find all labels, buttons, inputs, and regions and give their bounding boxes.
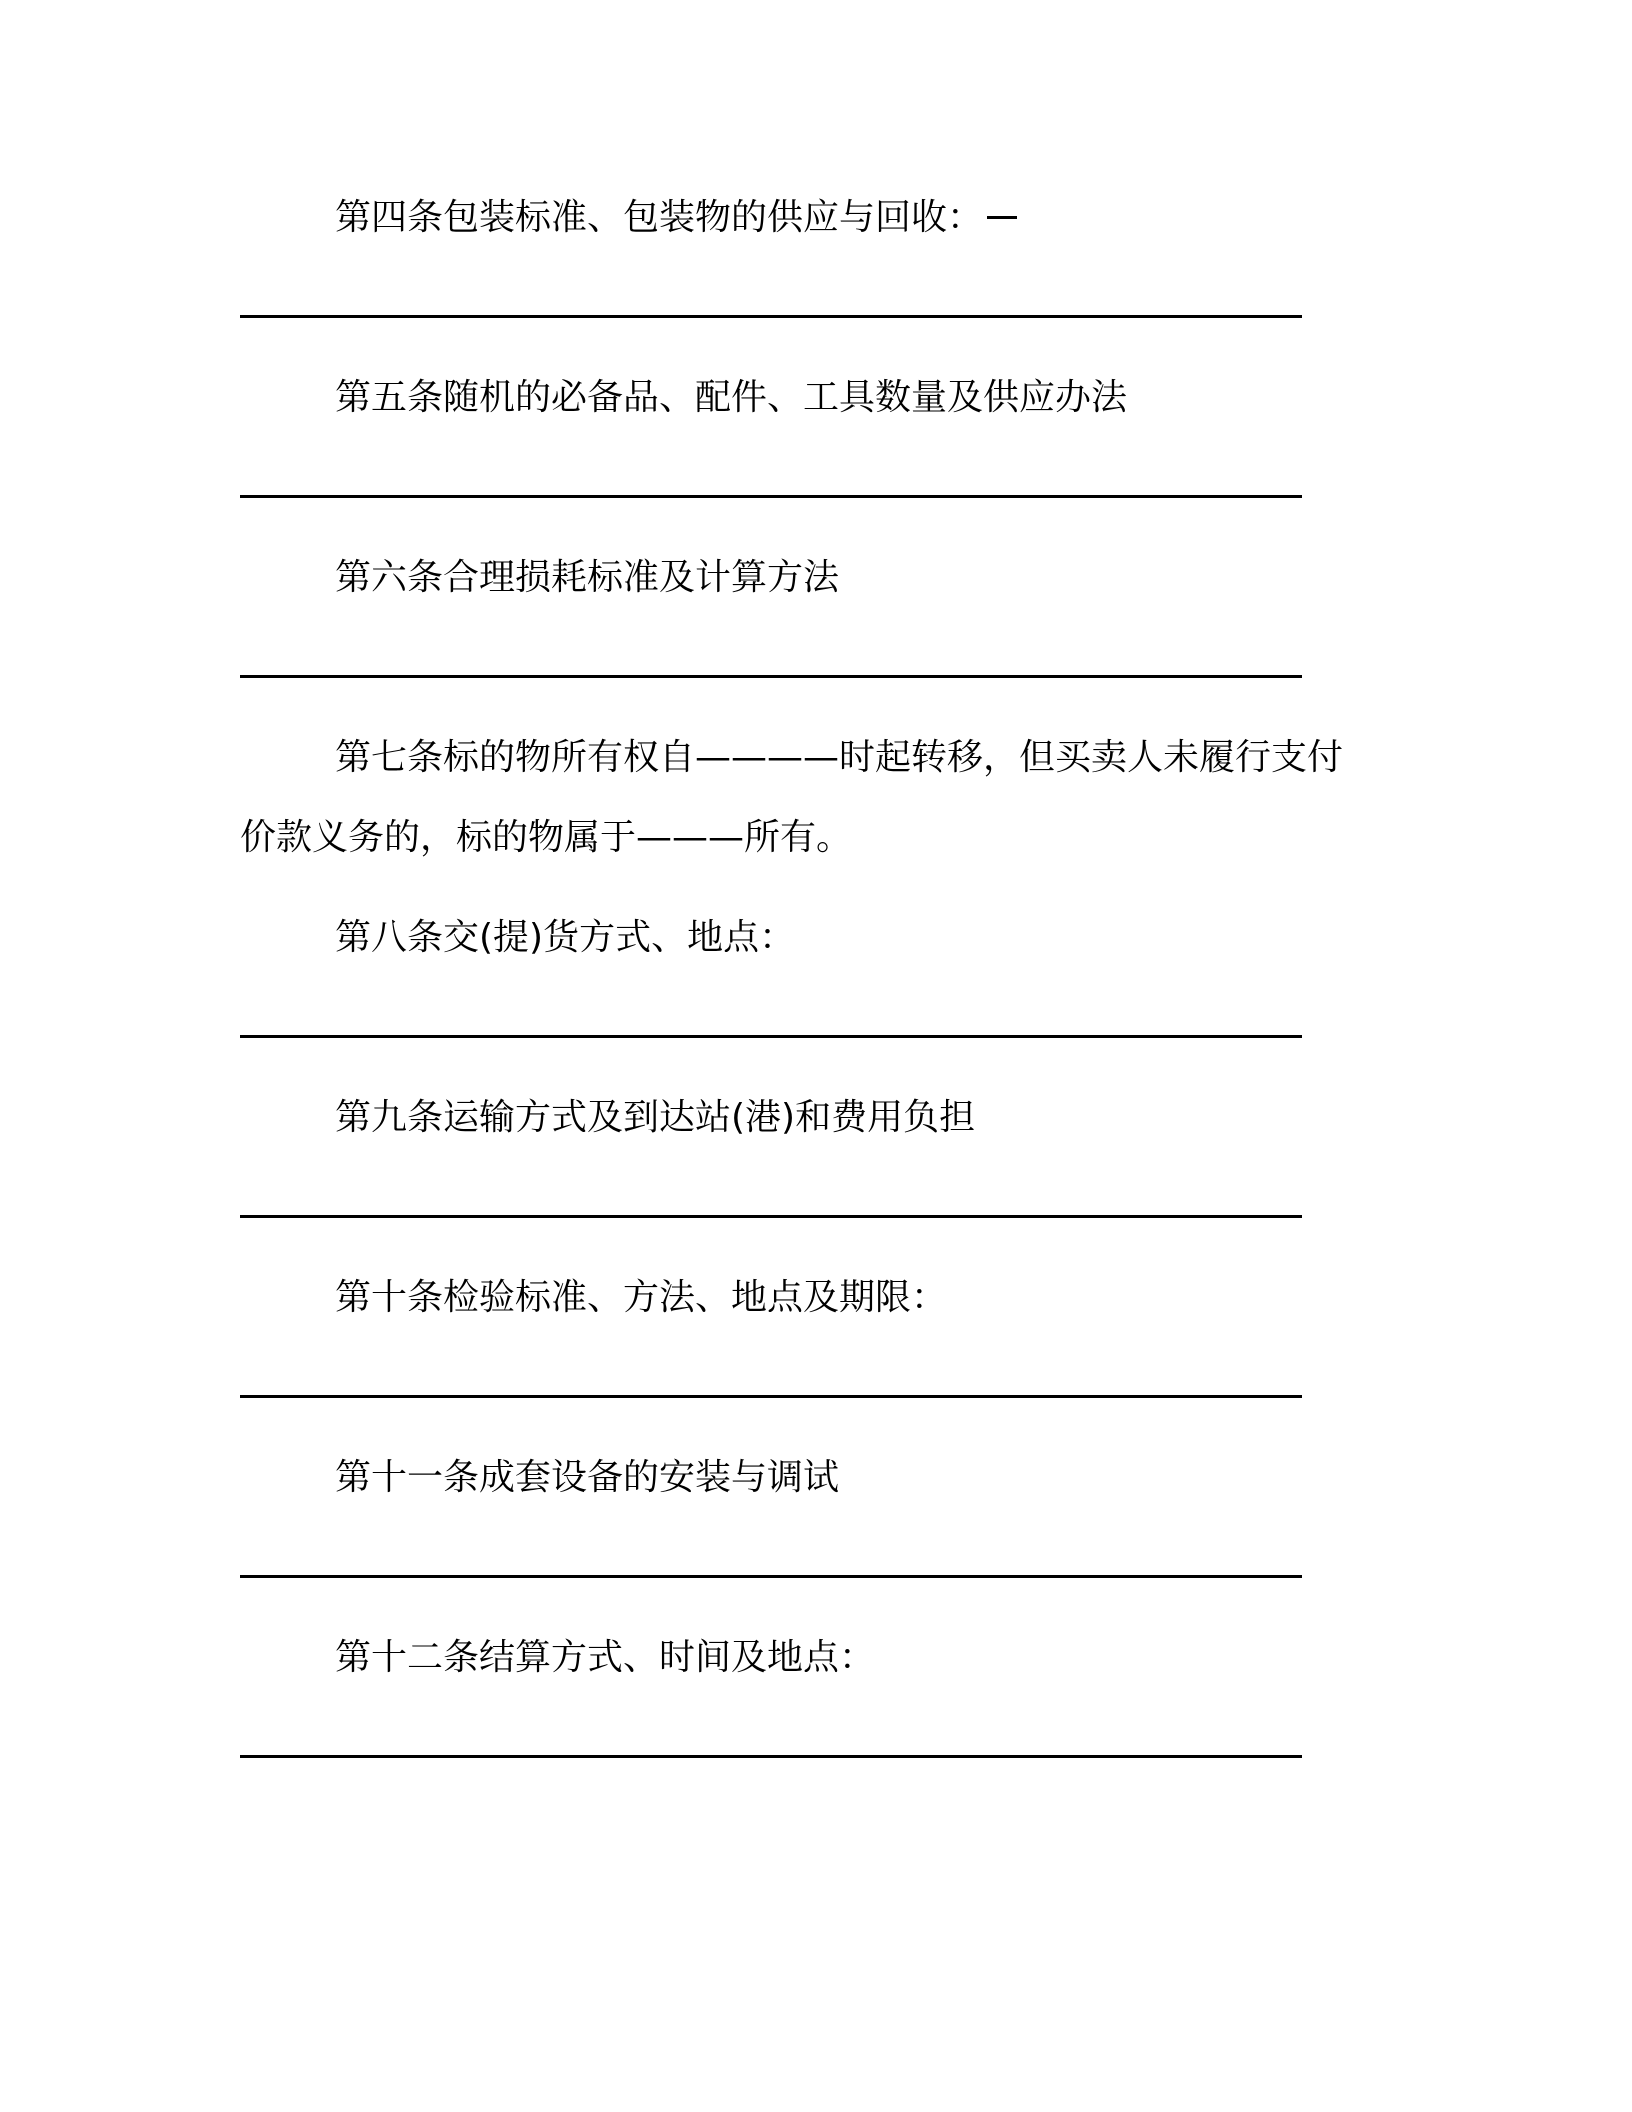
- clause-12: 第十二条结算方式、时间及地点：: [335, 1637, 876, 1678]
- fill-in-line-8: [240, 1035, 1302, 1038]
- fill-in-line-11: [240, 1575, 1302, 1578]
- clause-11: 第十一条成套设备的安装与调试: [335, 1457, 840, 1498]
- clause-4-text: 第四条包装标准、包装物的供应与回收：: [335, 197, 984, 238]
- fill-in-line-12: [240, 1755, 1302, 1758]
- clause-4: [335, 196, 1017, 240]
- fill-in-line-10: [240, 1395, 1302, 1398]
- fill-in-line-4: [240, 315, 1302, 318]
- clause-4-trailing-blank: [987, 216, 1017, 219]
- clause-5: 第五条随机的必备品、配件、工具数量及供应办法: [335, 377, 1128, 418]
- clause-7: 第七条标的物所有权自————时起转移，但买卖人未履行支付价款义务的，标的物属于———所有。: [240, 737, 1344, 858]
- clause-10: 第十条检验标准、方法、地点及期限：: [335, 1277, 948, 1318]
- clause-6: 第六条合理损耗标准及计算方法: [335, 557, 840, 598]
- clause-8: 第八条交(提)货方式、地点：: [335, 917, 796, 958]
- fill-in-line-6: [240, 675, 1302, 678]
- clause-9: 第九条运输方式及到达站(港)和费用负担: [335, 1097, 976, 1138]
- fill-in-line-5: [240, 495, 1302, 498]
- fill-in-line-9: [240, 1215, 1302, 1218]
